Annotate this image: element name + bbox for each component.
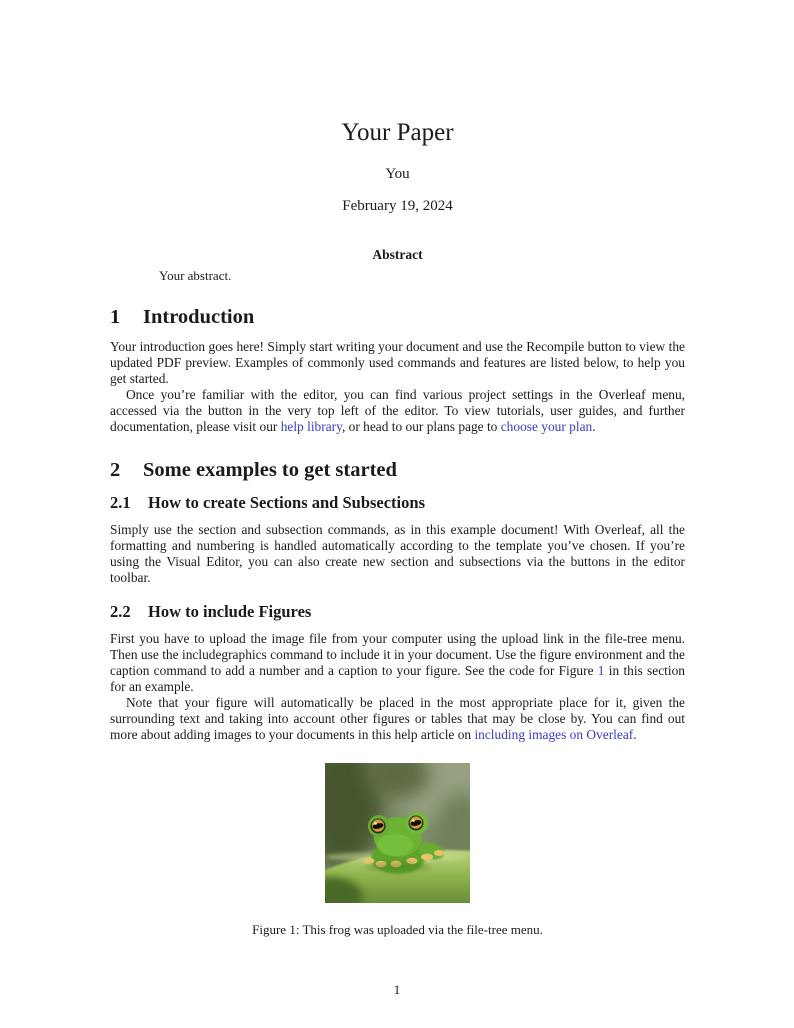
paper-title: Your Paper — [341, 119, 454, 146]
intro-paragraph-1: Your introduction goes here! Simply start writing your document and use the Recompile button to view the updated PDF preview. Examples of commonly used commands and features are listed below, to help you get started. — [110, 338, 685, 386]
abstract-heading: Abstract — [372, 247, 423, 262]
frog-photo — [325, 763, 470, 903]
figure-1-reference-link[interactable]: 1 — [597, 662, 605, 678]
text-run: , or head to our plans page to — [341, 418, 501, 434]
subsection-2-1-paragraph: Simply use the section and subsection commands, as in this example document! With Overleaf, all the formatting and numbering is handled automatically according to the template you’ve chosen. If you’re using the Visual Editor, you can also create new section and subsections via the buttons in the editor toolbar. — [110, 521, 685, 585]
figures-paragraph-2 — [110, 695, 685, 743]
figures-paragraph-1 — [110, 631, 685, 695]
choose-your-plan-link[interactable]: choose your plan — [500, 418, 593, 434]
text-run: . — [633, 726, 637, 742]
subsection-2-2-heading — [110, 602, 685, 622]
subsection-2-2-number: 2.2 — [110, 601, 131, 621]
intro-paragraph-2 — [110, 387, 685, 435]
section-1-heading — [110, 306, 685, 330]
section-2-heading — [110, 459, 685, 483]
text-run: Note that your figure will automatically be placed in the most appropriate place for it, given the surrounding text and taking into account other figures or tables that may be close by. You can find out more about adding images to your documents in this help article on — [110, 694, 685, 742]
paper-author: You — [385, 166, 410, 182]
figure-1 — [110, 763, 685, 938]
paper-date: February 19, 2024 — [342, 198, 453, 214]
section-1-title: Introduction — [143, 306, 255, 328]
section-2-title: Some examples to get started — [143, 458, 397, 481]
subsection-2-1-title: How to create Sections and Subsections — [148, 493, 425, 513]
abstract-text: Your abstract. — [159, 268, 232, 283]
figure-caption: Figure 1: This frog was uploaded via the file-tree menu. — [252, 921, 543, 937]
subsection-2-1-heading — [110, 493, 685, 513]
text-run: First you have to upload the image file from your computer using the upload link in the file-tree menu. Then use the includegraphics command to include it in your document. Use the figure environment and the caption command to add a number and a caption to your figure. See the code for Figure — [110, 630, 685, 678]
text-run: in this section for an example. — [110, 662, 685, 694]
subsection-2-1-number: 2.1 — [110, 493, 131, 513]
help-library-link[interactable]: help library — [280, 418, 342, 434]
including-images-link[interactable]: including images on Overleaf — [474, 726, 634, 742]
section-2-number: 2 — [110, 458, 121, 481]
page-number: 1 — [393, 982, 401, 997]
text-run: . — [592, 418, 596, 434]
text-run: Once you’re familiar with the editor, you can find various project settings in the Overleaf menu, accessed via the button in the very top left of the editor. To view tutorials, user guides, and further documentation, please visit our — [110, 386, 685, 434]
subsection-2-2-title: How to include Figures — [148, 601, 312, 621]
section-1-number: 1 — [110, 306, 121, 328]
